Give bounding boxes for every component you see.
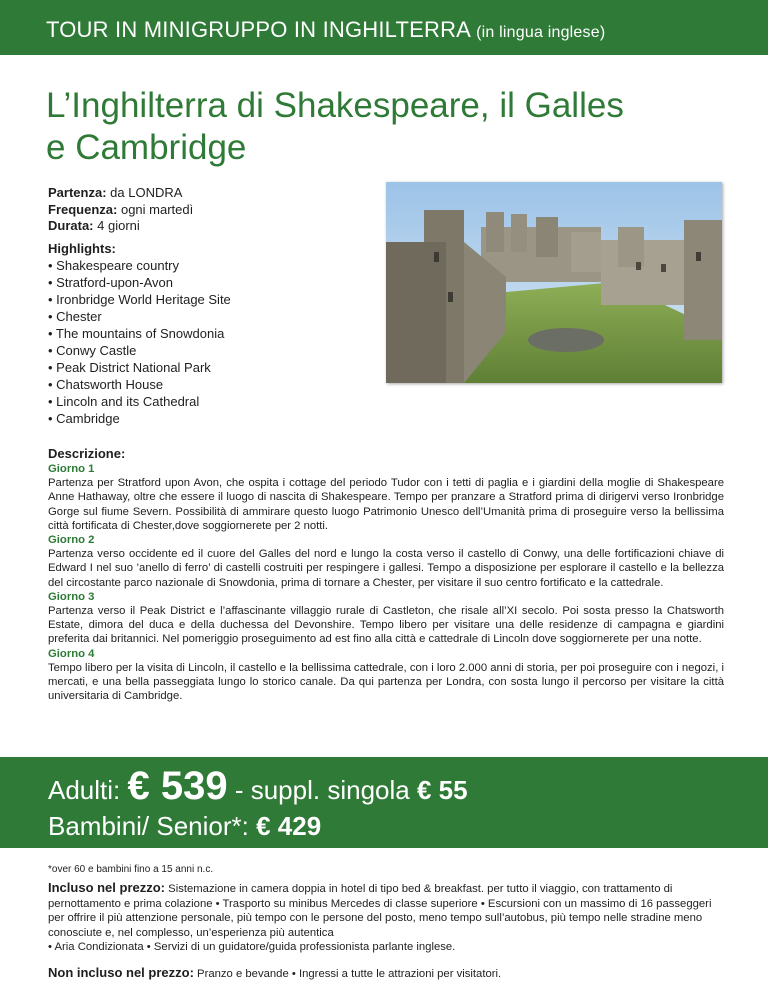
child-price-row xyxy=(48,811,321,842)
excluded-section xyxy=(48,965,724,980)
frequency-row xyxy=(48,202,378,219)
header-language: (in lingua inglese) xyxy=(476,24,606,41)
highlight-item: • Stratford-upon-Avon xyxy=(48,275,173,290)
title-line-2: e Cambridge xyxy=(46,128,247,167)
single-supplement-value: € 55 xyxy=(416,775,468,805)
duration-label: Durata: xyxy=(48,218,94,233)
included-label: Incluso nel prezzo: xyxy=(48,880,166,895)
excluded-text: Pranzo e bevande • Ingressi a tutte le attrazioni per visitatori. xyxy=(197,968,502,980)
departure-row xyxy=(48,185,378,202)
highlight-item: • The mountains of Snowdonia xyxy=(48,326,225,341)
day-label: Giorno 4 xyxy=(48,647,95,660)
frequency-value: ogni martedì xyxy=(120,201,194,217)
day-label: Giorno 2 xyxy=(48,534,95,547)
tour-info xyxy=(48,185,378,427)
departure-label: Partenza: xyxy=(48,185,107,200)
header-category: TOUR IN MINIGRUPPO IN INGHILTERRA xyxy=(46,17,470,42)
highlights-list xyxy=(48,257,378,427)
duration-value: 4 giorni xyxy=(97,218,140,233)
day-text: Partenza per Stratford upon Avon, che ospita i cottage del periodo Tudor con i tetti di paglia e i giardini della moglie di Shakespeare Anne Hathaway, oltre che essere il luogo di nascita di Shakespeare. Tempo per pranzare a Stratford prima di dirigervi verso Ironbridge Gorge sul fiume Severn. Possibilità di ammirare questo luogo Patrimonio Unesco dell’Umanità prima di proseguire verso la bellissima città fortificata di Chester,dove soggiornerete per 2 notti. xyxy=(48,477,724,532)
highlight-item: • Shakespeare country xyxy=(48,258,180,273)
day-text: Partenza verso occidente ed il cuore del Galles del nord e lungo la costa verso il castello di Conwy, una delle fortificazioni chiave di Edward I nel suo ’anello di ferro’ di castelli costruiti per respingere i gallesi. Tempo a disposizione per esplorare il castello e la bellezza del circostante parco nazionale di Snowdonia, prima di tornare a Chester, per visitare il suo centro fortificato e la cattedrale. xyxy=(48,548,724,589)
day-label: Giorno 3 xyxy=(48,590,95,603)
footnote: *over 60 e bambini fino a 15 anni n.c. xyxy=(48,864,214,875)
highlight-item: • Peak District National Park xyxy=(48,360,211,375)
day-text: Partenza verso il Peak District e l’affascinante villaggio rurale di Castleton, che risale all’XI secolo. Poi sosta presso la Chatsworth Estate, dimora del duca e della duchessa del Devonshire. Tempo libero per visitare una delle residenze di campagna e giardini preferita dai britannici. Nel pomeriggio proseguimento ad est fino alla città e cattedrale di Lincoln dove soggiornerete per una notte. xyxy=(48,605,724,646)
duration-row xyxy=(48,218,378,235)
day-label: Giorno 1 xyxy=(48,463,95,475)
castle-photo xyxy=(386,182,722,383)
highlights-heading: Highlights: xyxy=(48,240,116,256)
adult-price-row xyxy=(48,764,468,809)
single-supplement-label: - suppl. singola xyxy=(234,775,410,805)
child-price-label: Bambini/ Senior*: xyxy=(48,811,249,841)
adult-price-value: € 539 xyxy=(127,764,228,808)
description-heading: Descrizione: xyxy=(48,446,126,461)
included-section xyxy=(48,881,724,955)
header-banner xyxy=(0,0,768,55)
description-section xyxy=(48,446,724,703)
highlight-item: • Cambridge xyxy=(48,411,120,426)
highlight-item: • Ironbridge World Heritage Site xyxy=(48,292,231,307)
child-price-value: € 429 xyxy=(256,811,322,841)
excluded-label: Non incluso nel prezzo: xyxy=(48,965,194,980)
price-banner xyxy=(0,757,768,848)
highlight-item: • Chatsworth House xyxy=(48,377,164,392)
departure-value: da LONDRA xyxy=(110,185,183,200)
adult-price-label: Adulti: xyxy=(48,775,121,805)
header-title xyxy=(46,17,605,43)
day-text: Tempo libero per la visita di Lincoln, il castello e la bellissima cattedrale, con i loro 2.000 anni di storia, per poi proseguire con i negozi, i mercati, e una bella passeggiata lungo lo storico canale. Da qui partenza per Londra, con sosta lungo il percorso per visitare la città universitaria di Cambridge. xyxy=(48,661,724,703)
highlight-item: • Lincoln and its Cathedral xyxy=(48,394,200,409)
title-line-1: L’Inghilterra di Shakespeare, il Galles xyxy=(46,86,624,125)
page-title xyxy=(46,85,646,169)
included-text: Sistemazione in camera doppia in hotel di tipo bed & breakfast. per tutto il viaggio, con trattamento di pernottamento e prima colazione • Trasporto su minibus Mercedes di classe superiore • Escursioni con un massimo di 16 passeggeri per offrire il più attenzione personale, più tempo con le persone del posto, meno tempo sull’autobus, più tempo nelle stradine meno conosciute e, nel complesso, un’esperienza più autentica xyxy=(48,883,712,939)
highlight-item: • Conwy Castle xyxy=(48,343,137,358)
included-text-2: • Aria Condizionata • Servizi di un guidatore/guida professionista parlante inglese. xyxy=(48,941,456,954)
highlight-item: • Chester xyxy=(48,309,102,324)
frequency-label: Frequenza: xyxy=(48,201,118,217)
